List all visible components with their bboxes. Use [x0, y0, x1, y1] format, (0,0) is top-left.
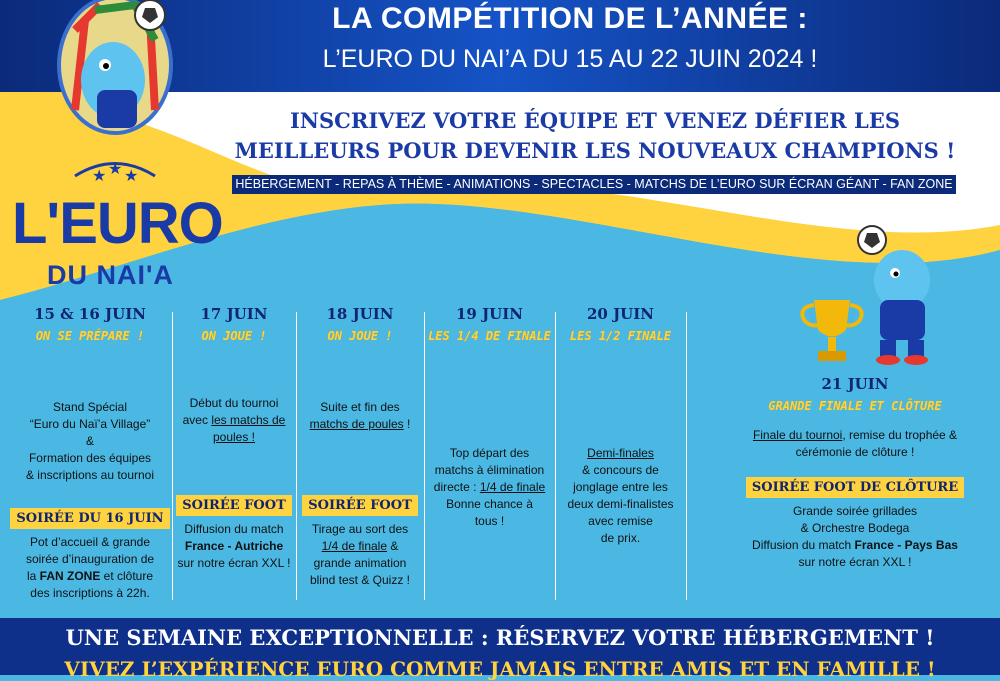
footer-line-1: UNE SEMAINE EXCEPTIONNELLE : RÉSERVEZ VOTRE HÉBERGEMENT ! [65, 625, 935, 650]
column-divider [555, 312, 556, 600]
logo-title: L'EURO [12, 191, 223, 256]
services-banner: HÉBERGEMENT - REPAS À THÈME - ANIMATIONS - SPECTACLES - MATCHS DE L’EURO SUR ÉCRAN GÉANT - FAN ZONE [232, 175, 956, 194]
evening-activities: Tirage au sort des 1/4 de finale & grande animation blind test & Quizz ! [309, 522, 411, 587]
day-activities: Finale du tournoi, remise du trophée & cérémonie de clôture ! [752, 428, 958, 459]
footer-line-2: VIVEZ L’EXPÉRIENCE EURO COMME JAMAIS ENTRE AMIS ET EN FAMILLE ! [64, 657, 936, 681]
day-column [10, 305, 170, 602]
evening-badge: SOIRÉE FOOT [302, 495, 418, 516]
day-theme: ON JOUE ! [201, 329, 267, 343]
day-date: 19 JUIN [455, 305, 523, 323]
day-column [298, 305, 422, 589]
day-activities: Top départ des matchs à élimination directe : 1/4 de finale Bonne chance à tous ! [433, 446, 546, 528]
day-theme: LES 1/2 FINALE [569, 329, 672, 343]
day-column [174, 305, 294, 572]
day-activities: Stand Spécial “Euro du Naï’a Village” & Formation des équipes & inscriptions au tournoi [25, 400, 155, 482]
evening-badge: SOIRÉE FOOT [176, 495, 292, 516]
column-divider [424, 312, 425, 600]
evening-activities: Grande soirée grillades & Orchestre Bodega Diffusion du match France - Pays Bas sur notre écran XXL ! [752, 504, 958, 569]
svg-text:★: ★ [92, 168, 107, 185]
column-divider [172, 312, 173, 600]
trophy-icon [796, 295, 868, 367]
page-subtitle: L’EURO DU NAI’A DU 15 AU 22 JUIN 2024 ! [322, 45, 818, 73]
tagline-line-2: MEILLEURS POUR DEVENIR LES NOUVEAUX CHAMPIONS ! [234, 138, 956, 163]
day-activities: Demi-finales & concours de jonglage entre les deux demi-finalistes avec remise de prix. [567, 446, 674, 545]
tagline-line-1: INSCRIVEZ VOTRE ÉQUIPE ET VENEZ DÉFIER LES [289, 108, 900, 133]
day-theme: LES 1/4 DE FINALE [428, 329, 551, 343]
logo-subtitle: DU NAI'A [47, 260, 174, 290]
dolphin-mascot-icon [55, 0, 180, 135]
day-activities: Début du tournoi avec les matchs de poules ! [182, 396, 286, 444]
column-divider [686, 312, 687, 600]
day-theme: GRANDE FINALE ET CLÔTURE [768, 399, 942, 413]
day-column [426, 305, 553, 530]
day-theme: ON SE PRÉPARE ! [35, 329, 145, 343]
stars-icon [70, 146, 160, 186]
day-date: 21 JUIN [821, 375, 889, 393]
day-activities: Suite et fin des matchs de poules ! [309, 400, 411, 431]
svg-text:★: ★ [124, 168, 139, 185]
page-title: LA COMPÉTITION DE L’ANNÉE : [332, 2, 808, 35]
evening-activities: Diffusion du match France - Autriche sur notre écran XXL ! [177, 522, 291, 570]
evening-badge: SOIRÉE FOOT DE CLÔTURE [746, 477, 964, 498]
day-date: 20 JUIN [586, 305, 654, 323]
evening-badge: SOIRÉE DU 16 JUIN [10, 508, 169, 529]
day-date: 17 JUIN [200, 305, 268, 323]
column-divider [296, 312, 297, 600]
day-theme: ON JOUE ! [327, 329, 393, 343]
day-column [557, 305, 684, 547]
day-date: 15 & 16 JUIN [34, 305, 146, 323]
day-column [720, 375, 990, 571]
evening-activities: Pot d’accueil & grande soirée d’inauguration de la FAN ZONE et clôture des inscriptions à 22h. [25, 535, 155, 600]
svg-text:★: ★ [108, 161, 123, 178]
day-date: 18 JUIN [326, 305, 394, 323]
